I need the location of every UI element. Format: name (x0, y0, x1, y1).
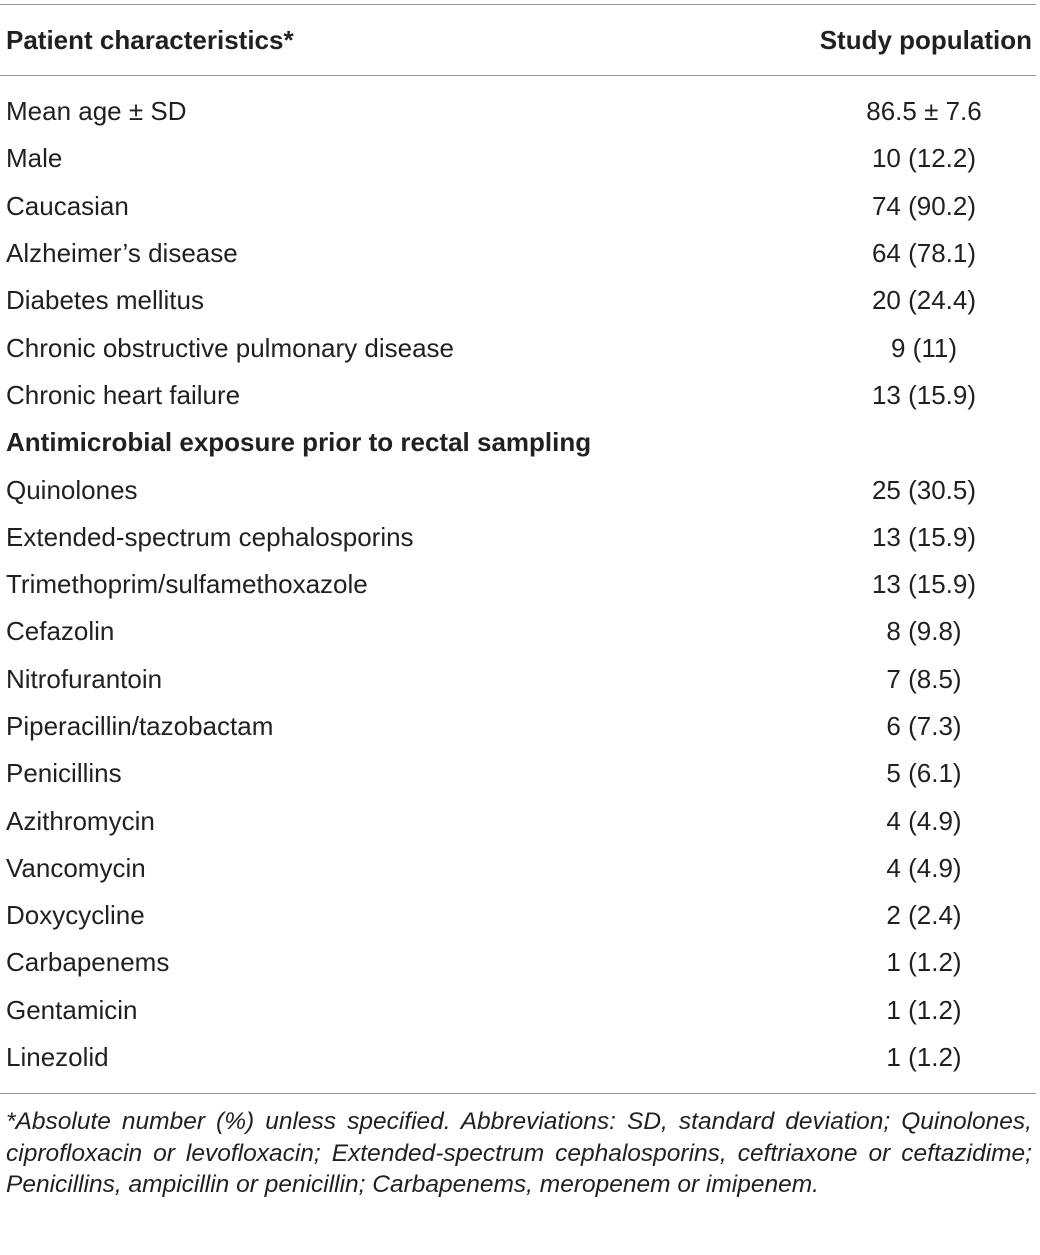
row-value: 7 (8.5) (886, 663, 962, 694)
row-label: Gentamicin (6, 994, 138, 1025)
header-study-population: Study population (819, 24, 1032, 55)
row-label: Chronic obstructive pulmonary disease (6, 332, 454, 363)
table-row (0, 230, 1036, 277)
row-value: 13 (15.9) (871, 379, 977, 410)
table-row (0, 703, 1036, 750)
characteristics-table (0, 4, 1036, 1201)
row-label: Quinolones (6, 474, 138, 505)
row-value: 4 (4.9) (886, 805, 962, 836)
row-value: 25 (30.5) (871, 474, 977, 505)
row-value: 4 (4.9) (886, 852, 962, 883)
row-label: Piperacillin/tazobactam (6, 711, 274, 741)
row-label: Linezolid (6, 1042, 109, 1073)
row-value: 5 (6.1) (886, 758, 962, 789)
table-row (0, 656, 1036, 703)
table-row (0, 797, 1036, 844)
row-value: 74 (90.2) (871, 190, 977, 221)
row-label: Penicillins (6, 758, 122, 789)
row-label: Extended-spectrum cephalosporins (6, 521, 414, 552)
row-value: 8 (9.8) (886, 616, 962, 647)
row-value: 1 (1.2) (886, 1042, 962, 1073)
row-label: Vancomycin (6, 852, 146, 883)
row-value: 86.5 ± 7.6 (866, 96, 982, 127)
header-characteristics: Patient characteristics* (6, 24, 294, 55)
table-row (0, 514, 1036, 561)
row-label: Caucasian (6, 190, 129, 221)
table-row (0, 845, 1036, 892)
table-row (0, 561, 1036, 608)
row-label: Alzheimer’s disease (6, 238, 238, 269)
table-row (0, 1034, 1036, 1081)
row-value: 1 (1.2) (886, 947, 962, 978)
row-value: 13 (15.9) (871, 569, 977, 600)
table-header-row (0, 5, 1036, 75)
table-body (0, 76, 1036, 1093)
table-row (0, 987, 1036, 1034)
table-row (0, 88, 1036, 135)
row-value: 64 (78.1) (871, 238, 977, 269)
row-label: Doxycycline (6, 900, 145, 931)
row-value: 6 (7.3) (886, 711, 962, 741)
table-row (0, 939, 1036, 986)
section-title: Antimicrobial exposure prior to rectal sampling (6, 427, 592, 458)
row-label: Azithromycin (6, 805, 155, 836)
section-row-antimicrobial (0, 419, 1036, 466)
row-label: Nitrofurantoin (6, 663, 163, 694)
table-row (0, 466, 1036, 513)
table-row (0, 608, 1036, 655)
row-label: Chronic heart failure (6, 379, 241, 410)
row-value: 9 (11) (891, 332, 957, 363)
row-value: 10 (12.2) (871, 143, 977, 174)
table-footnote: *Absolute number (%) unless specified. Abbreviations: SD, standard deviation; Quinolones, ciprofloxacin or levofloxacin; Extended-spectrum cephalosporins, ceftriaxone or ceftazidime; Penicillins, ampicillin or penicillin; Carbapenems, meropenem or imipenem. (6, 1108, 1032, 1199)
table-row (0, 892, 1036, 939)
row-value: 2 (2.4) (886, 900, 962, 931)
row-label: Cefazolin (6, 616, 115, 647)
table-row (0, 372, 1036, 419)
row-value: 13 (15.9) (871, 521, 977, 552)
row-label: Mean age ± SD (6, 96, 187, 127)
table-row (0, 324, 1036, 371)
table-row (0, 277, 1036, 324)
table-row (0, 135, 1036, 182)
row-label: Trimethoprim/sulfamethoxazole (6, 569, 368, 600)
row-value: 1 (1.2) (886, 994, 962, 1025)
table-row (0, 750, 1036, 797)
row-label: Diabetes mellitus (6, 285, 204, 316)
row-value: 20 (24.4) (871, 285, 977, 316)
table-row (0, 183, 1036, 230)
row-label: Male (6, 143, 63, 174)
row-label: Carbapenems (6, 947, 170, 978)
